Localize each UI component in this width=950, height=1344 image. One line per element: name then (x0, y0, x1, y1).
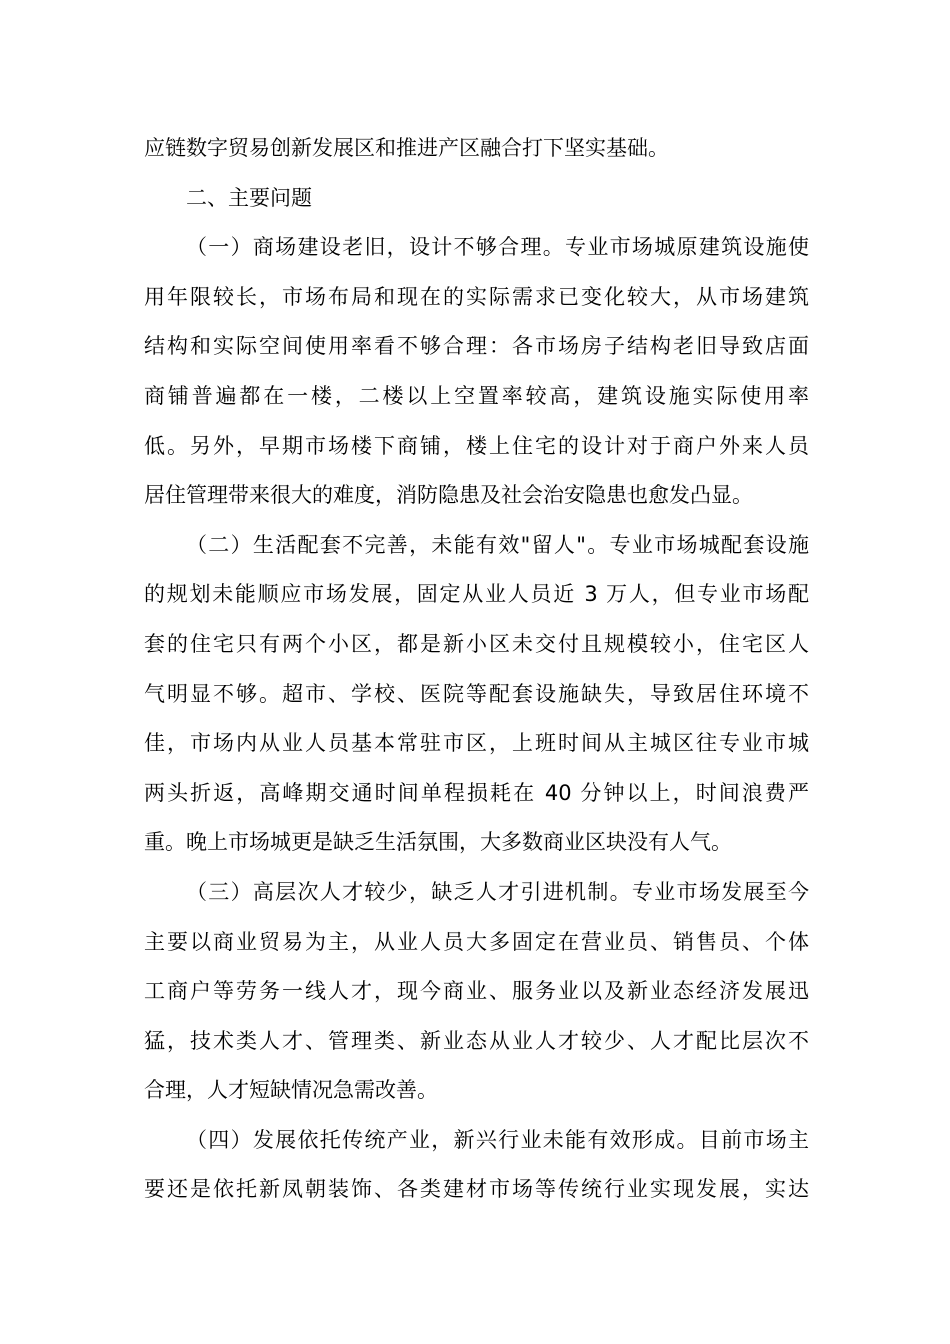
paragraph-1-line: 商铺普遍都在一楼，二楼以上空置率较高，建筑设施实际使用率 (144, 383, 809, 408)
paragraph-2-line: 的规划未能顺应市场发展，固定从业人员近 3 万人，但专业市场配 (144, 582, 809, 607)
paragraph-2-line: 气明显不够。超市、学校、医院等配套设施缺失，导致居住环境不 (144, 681, 809, 706)
paragraph-1-line: 用年限较长，市场布局和现在的实际需求已变化较大，从市场建筑 (144, 284, 809, 309)
paragraph-3-line: （三）高层次人才较少，缺乏人才引进机制。专业市场发展至今 (186, 879, 809, 904)
paragraph-2-line: 重。晚上市场城更是缺乏生活氛围，大多数商业区块没有人气。 (144, 830, 732, 855)
paragraph-3-line: 合理，人才短缺情况急需改善。 (144, 1078, 438, 1103)
paragraph-1-line: （一）商场建设老旧，设计不够合理。专业市场城原建筑设施使 (186, 235, 809, 260)
body-line: 应链数字贸易创新发展区和推进产区融合打下坚实基础。 (144, 136, 669, 160)
paragraph-1-line: 居住管理带来很大的难度，消防隐患及社会治安隐患也愈发凸显。 (144, 483, 753, 508)
paragraph-3-line: 工商户等劳务一线人才，现今商业、服务业以及新业态经济发展迅 (144, 979, 809, 1004)
paragraph-3-line: 猛，技术类人才、管理类、新业态从业人才较少、人才配比层次不 (144, 1028, 809, 1053)
paragraph-1-line: 低。另外，早期市场楼下商铺，楼上住宅的设计对于商户外来人员 (144, 433, 809, 458)
paragraph-2-line: 佳，市场内从业人员基本常驻市区，上班时间从主城区往专业市城 (144, 731, 809, 756)
document-body (144, 124, 809, 1215)
paragraph-4-line: 要还是依托新凤朝装饰、各类建材市场等传统行业实现发展，实达 (144, 1177, 809, 1202)
paragraph-2-line: 两头折返，高峰期交通时间单程损耗在 40 分钟以上，时间浪费严 (144, 780, 809, 805)
paragraph-2-line: （二）生活配套不完善，未能有效"留人"。专业市场城配套设施 (186, 532, 809, 557)
paragraph-2-line: 套的住宅只有两个小区，都是新小区未交付且规模较小，住宅区人 (144, 631, 809, 656)
paragraph-3-line: 主要以商业贸易为主，从业人员大多固定在营业员、销售员、个体 (144, 929, 809, 954)
paragraph-4-line: （四）发展依托传统产业，新兴行业未能有效形成。目前市场主 (186, 1127, 809, 1152)
paragraph-1-line: 结构和实际空间使用率看不够合理：各市场房子结构老旧导致店面 (144, 334, 809, 359)
section-heading-main-problems: 二、主要问题 (186, 185, 312, 210)
